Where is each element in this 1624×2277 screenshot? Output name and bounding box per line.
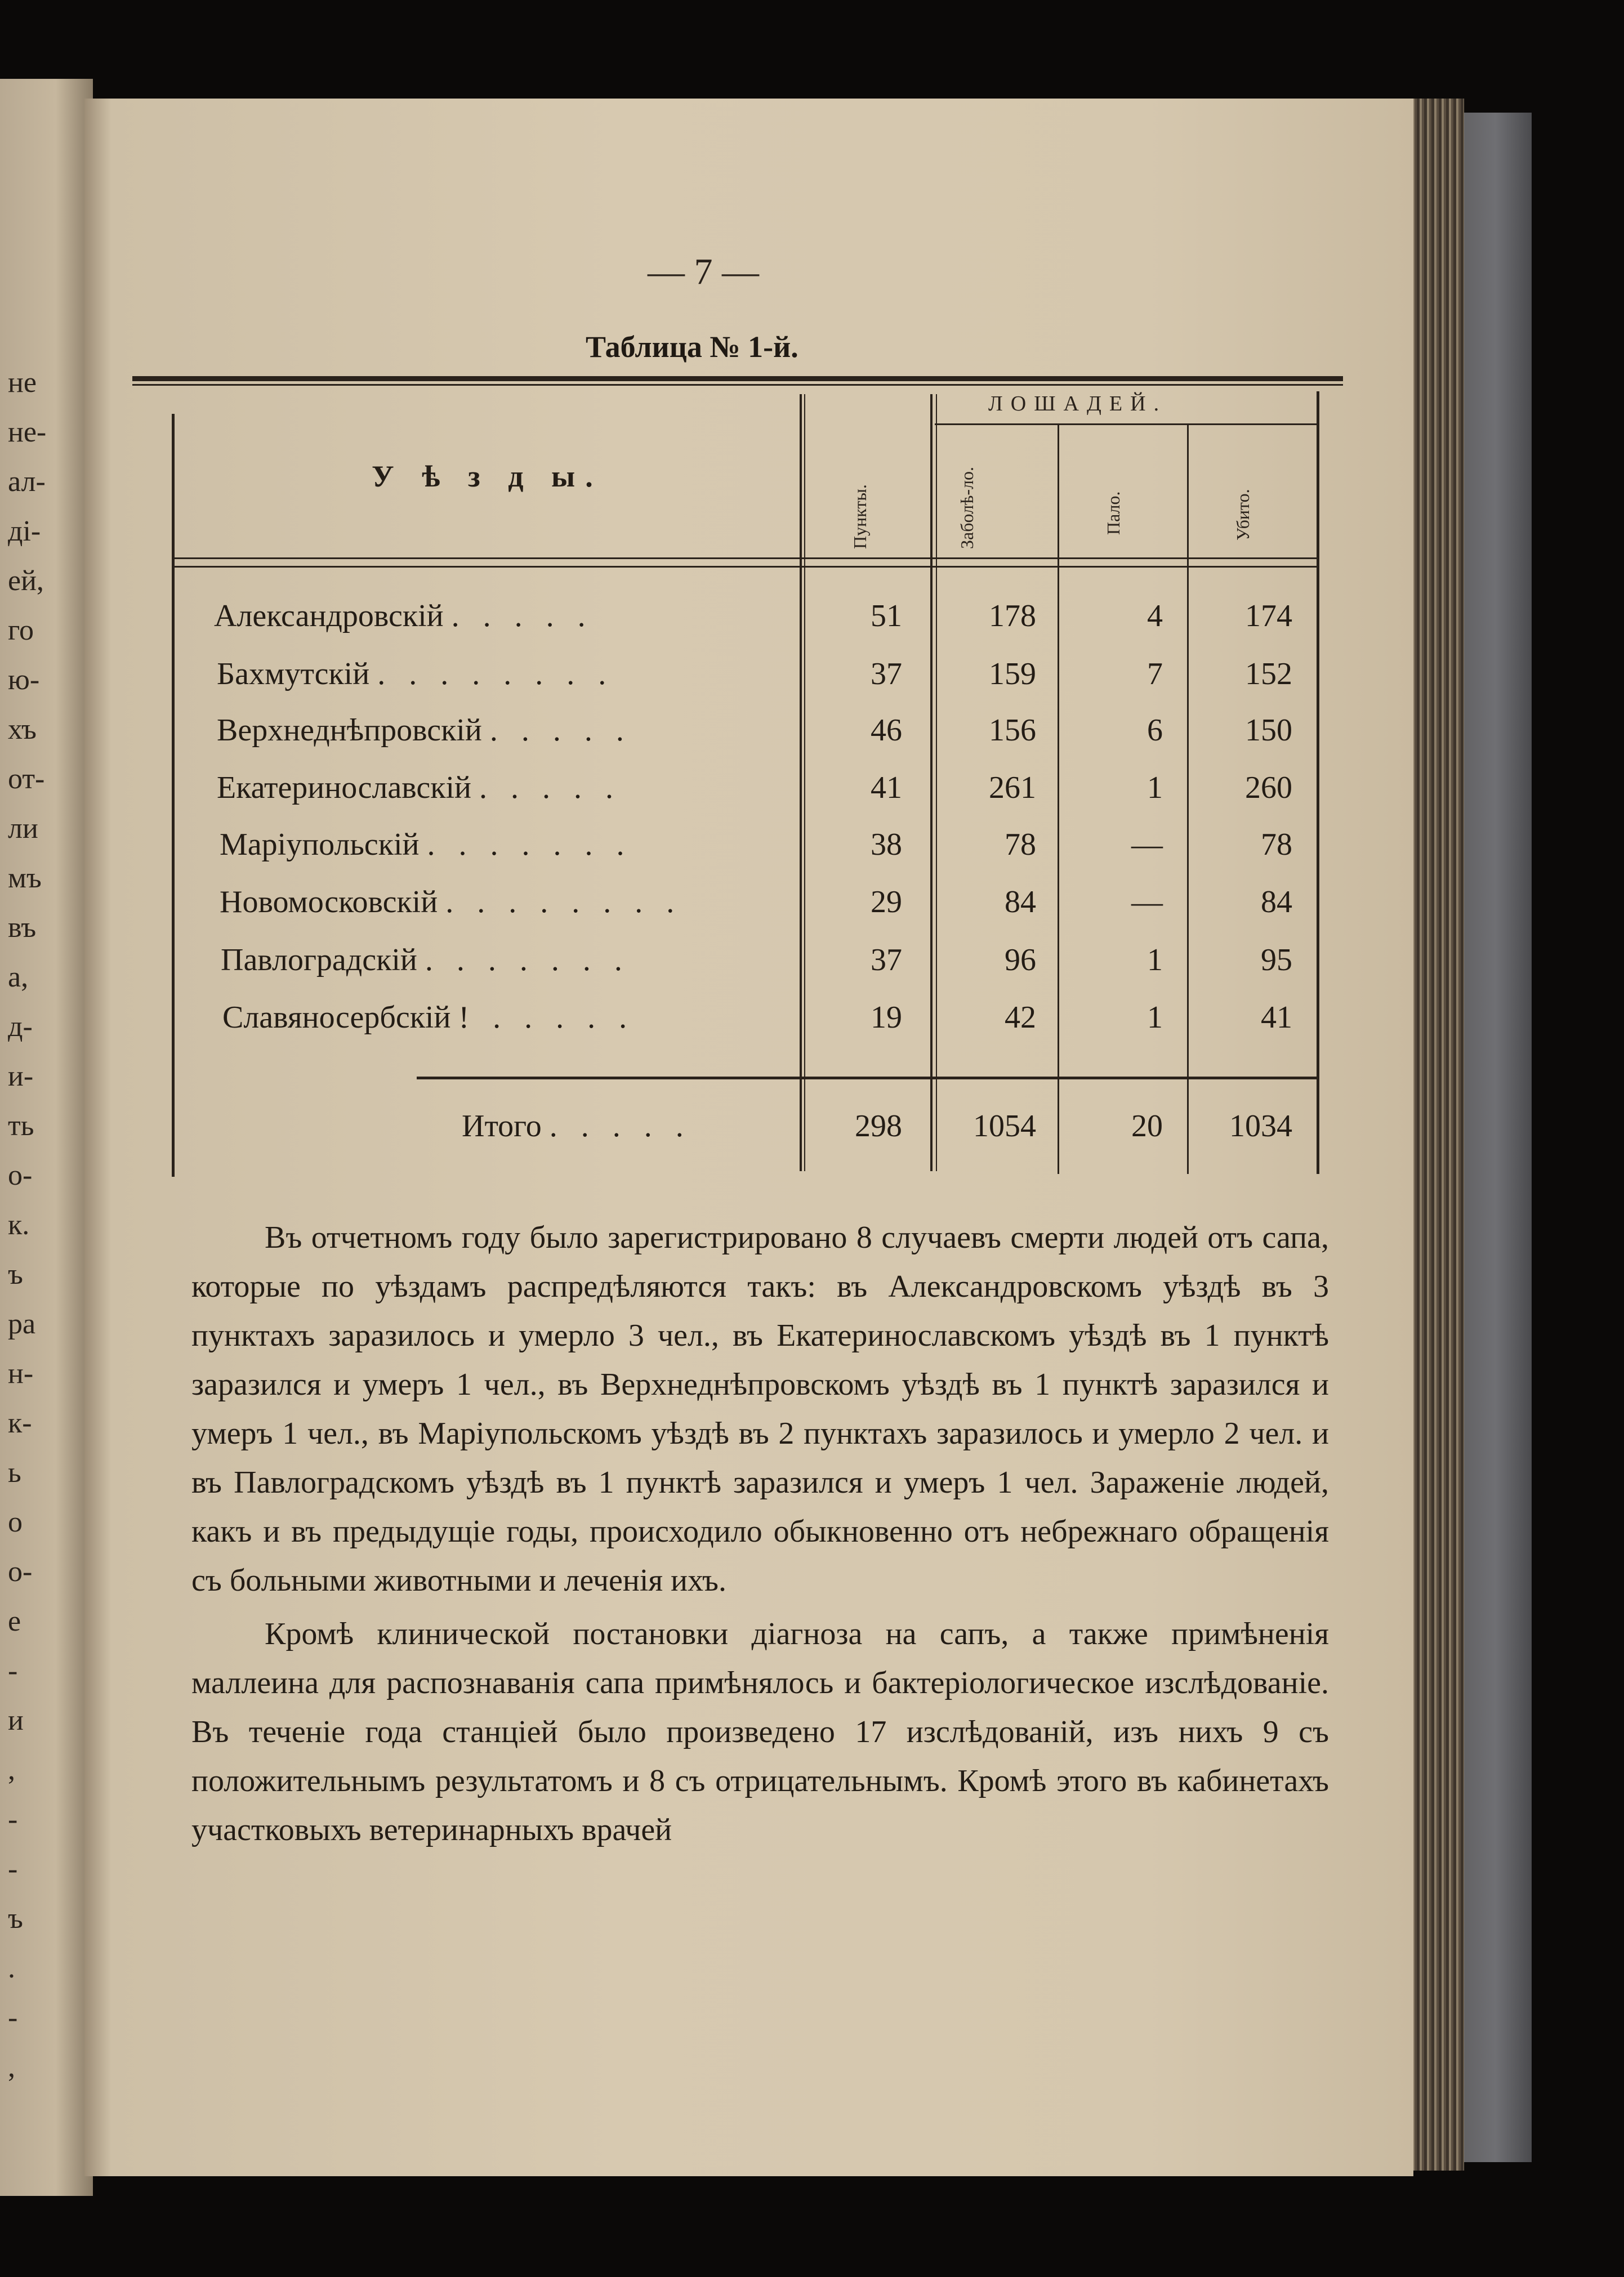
left-page-line-fragment: хъ bbox=[8, 713, 37, 745]
left-page-line-fragment: к- bbox=[8, 1407, 32, 1439]
page-number: — 7 — bbox=[648, 251, 759, 292]
district-label: Павлоградскій bbox=[221, 943, 417, 977]
left-page-line-fragment: о- bbox=[8, 1556, 33, 1588]
paragraph: Кромѣ клинической постановки діагноза на сапъ, а также примѣненія маллеина для распознаванія сапа примѣнялось и бактеріологическое изслѣдованіе. Въ теченіе года станціей было произведено 17 изслѣдованій, изъ нихъ 9 съ положительнымъ результатомъ и 8 съ отрицательнымъ. Кромѣ этого въ кабинетахъ участковыхъ ветеринарныхъ врачей bbox=[191, 1617, 1329, 1847]
column-divider bbox=[936, 394, 937, 1171]
cell-killed: 174 bbox=[1245, 599, 1292, 633]
left-page-line-fragment: - bbox=[8, 1853, 18, 1885]
district-name bbox=[221, 942, 630, 978]
cell-points: 41 bbox=[871, 770, 902, 805]
left-page-line-fragment: , bbox=[8, 1754, 15, 1786]
table-top-rule-thin bbox=[132, 384, 1343, 386]
left-page-line-fragment: о- bbox=[8, 1159, 33, 1191]
leader-dots: . . . . . . . . bbox=[377, 657, 614, 691]
left-page-line-fragment: ь bbox=[8, 1457, 21, 1489]
cell-died: 20 bbox=[1131, 1109, 1163, 1144]
cell-killed: 41 bbox=[1261, 1000, 1292, 1035]
district-label: Бахмутскій bbox=[217, 657, 370, 691]
cell-killed: 78 bbox=[1261, 827, 1292, 862]
district-label: Маріупольскій bbox=[220, 827, 420, 862]
left-page-line-fragment: - bbox=[8, 2002, 18, 2034]
left-page-line-fragment: не- bbox=[8, 416, 47, 448]
cell-points: 38 bbox=[871, 827, 902, 862]
district-name bbox=[220, 827, 632, 863]
left-page-line-fragment: ли bbox=[8, 812, 38, 845]
leader-dots: . . . . . bbox=[549, 1109, 691, 1144]
cell-ill: 96 bbox=[1005, 943, 1036, 977]
leader-dots: . . . . . bbox=[479, 770, 621, 805]
district-label: Александровскій bbox=[214, 599, 444, 633]
left-page-line-fragment: д- bbox=[8, 1011, 33, 1043]
left-page-line-fragment: ть bbox=[8, 1110, 34, 1142]
cell-killed: 95 bbox=[1261, 943, 1292, 977]
left-page-line-fragment: ъ bbox=[8, 1903, 23, 1935]
left-page-line-fragment: ю- bbox=[8, 664, 40, 696]
cell-died: 4 bbox=[1147, 599, 1163, 633]
district-label: Славяносербскій bbox=[222, 1000, 451, 1035]
left-page-line-fragment: го bbox=[8, 614, 34, 646]
total-label bbox=[462, 1108, 691, 1144]
left-page-line-fragment: въ bbox=[8, 912, 37, 944]
left-page-line-fragment: н- bbox=[8, 1358, 34, 1390]
column-divider bbox=[800, 394, 802, 1171]
cell-died: 7 bbox=[1147, 657, 1163, 691]
left-page-line-fragment: к. bbox=[8, 1209, 30, 1241]
cell-killed: 260 bbox=[1245, 770, 1292, 805]
cell-ill: 159 bbox=[989, 657, 1036, 691]
left-page-line-fragment: ал- bbox=[8, 466, 46, 498]
left-page-line-fragment: и- bbox=[8, 1060, 34, 1092]
paragraph: Въ отчетномъ году было зарегистрировано 8 случаевъ смерти людей отъ сапа, которые по уѣздамъ распредѣляются такъ: въ Александровскомъ уѣздѣ въ 3 пунктахъ заразилось и умерло 3 чел., въ Екатеринославскомъ уѣздѣ въ 1 пунктѣ заразился и умеръ 1 чел., въ Верхнеднѣпровскомъ уѣздѣ въ 1 пунктѣ заразился и умеръ 1 чел., въ Маріупольскомъ уѣздѣ въ 2 пунктахъ заразилось и умерло 2 чел. и въ Павлоградскомъ уѣздѣ въ 1 пунктѣ заразился и умеръ 1 чел. Зараженіе людей, какъ и въ предыдущіе годы, происходило обыкновенно отъ небрежнаго обращенія съ больными животными и леченія ихъ. bbox=[191, 1220, 1329, 1598]
cell-ill: 156 bbox=[989, 713, 1036, 748]
header-bottom-rule bbox=[172, 557, 1318, 559]
column-divider bbox=[1187, 425, 1189, 1174]
left-page-line-fragment: от- bbox=[8, 763, 45, 795]
cell-died: 1 bbox=[1147, 943, 1163, 977]
cell-points: 19 bbox=[871, 1000, 902, 1035]
cell-points: 37 bbox=[871, 943, 902, 977]
column-header-uezd: У ѣ з д ы. bbox=[372, 459, 603, 493]
column-divider bbox=[804, 394, 805, 1171]
column-divider bbox=[1058, 425, 1059, 1174]
cell-points: 51 bbox=[871, 599, 902, 633]
left-page-line-fragment: не bbox=[8, 367, 37, 399]
cell-killed: 84 bbox=[1261, 885, 1292, 919]
left-page-line-fragment: а, bbox=[8, 961, 29, 993]
cell-died: 1 bbox=[1147, 1000, 1163, 1035]
cell-ill: 84 bbox=[1005, 885, 1036, 919]
leader-dots: . . . . . bbox=[451, 599, 594, 633]
cell-ill: 178 bbox=[989, 599, 1036, 633]
left-page-line-fragment: ді- bbox=[8, 515, 41, 547]
cell-ill: 78 bbox=[1005, 827, 1036, 862]
cell-killed: 1034 bbox=[1229, 1109, 1292, 1144]
column-header-ill: Заболѣ-ло. bbox=[957, 466, 977, 549]
column-header-died: Пало. bbox=[1103, 491, 1123, 535]
left-page-line-fragment: - bbox=[8, 1803, 18, 1836]
left-page-line-fragment: ей, bbox=[8, 565, 44, 597]
cell-died: 6 bbox=[1147, 713, 1163, 748]
leader-dots: . . . . . . . . bbox=[445, 885, 682, 919]
cell-died: 1 bbox=[1147, 770, 1163, 805]
left-page-line-fragment: ъ bbox=[8, 1258, 23, 1291]
cell-ill: 1054 bbox=[973, 1109, 1036, 1144]
column-divider bbox=[930, 394, 933, 1171]
group-header-rule bbox=[935, 423, 1318, 425]
district-name bbox=[217, 770, 621, 806]
district-label: Итого bbox=[462, 1109, 542, 1144]
left-page-line-fragment: . bbox=[8, 1952, 15, 1984]
cell-points: 46 bbox=[871, 713, 902, 748]
cell-killed: 152 bbox=[1245, 657, 1292, 691]
district-name bbox=[217, 712, 632, 748]
left-page-line-fragment: мъ bbox=[8, 862, 42, 894]
previous-page-fragment bbox=[0, 79, 93, 2196]
cell-ill: 42 bbox=[1005, 1000, 1036, 1035]
district-label: Новомосковскій bbox=[220, 885, 438, 919]
district-name bbox=[222, 999, 635, 1035]
leader-dots: . . . . . . . bbox=[425, 943, 630, 977]
header-bottom-rule bbox=[172, 566, 1318, 568]
district-label: Верхнеднѣпровскій bbox=[217, 713, 482, 748]
left-page-line-fragment: - bbox=[8, 1655, 18, 1687]
cell-points: 37 bbox=[871, 657, 902, 691]
group-header-horses: ЛОШАДЕЙ. bbox=[988, 392, 1167, 416]
left-page-line-fragment: и bbox=[8, 1704, 24, 1736]
body-text bbox=[191, 1213, 1329, 1855]
district-name bbox=[220, 884, 682, 920]
column-header-killed: Убито. bbox=[1233, 489, 1253, 541]
cell-points: 298 bbox=[855, 1109, 902, 1144]
left-page-line-fragment: е bbox=[8, 1605, 21, 1637]
leader-dots: ! . . . . . bbox=[458, 1000, 635, 1035]
district-name bbox=[214, 598, 594, 634]
total-top-rule bbox=[417, 1077, 1318, 1079]
left-page-line-fragment: ра bbox=[8, 1308, 36, 1340]
column-header-points: Пункты. bbox=[850, 484, 870, 549]
cell-died: — bbox=[1131, 827, 1163, 862]
table-right-border bbox=[1317, 391, 1319, 1174]
left-page-line-fragment: , bbox=[8, 2051, 15, 2083]
cell-ill: 261 bbox=[989, 770, 1036, 805]
left-page-line-fragment: о bbox=[8, 1506, 23, 1538]
leader-dots: . . . . . bbox=[489, 713, 632, 748]
table-title: Таблица № 1-й. bbox=[586, 330, 798, 364]
table-top-rule bbox=[132, 376, 1343, 381]
leader-dots: . . . . . . . bbox=[427, 827, 632, 862]
district-label: Екатеринославскій bbox=[217, 770, 471, 805]
table-left-border bbox=[172, 414, 175, 1177]
cell-killed: 150 bbox=[1245, 713, 1292, 748]
cell-died: — bbox=[1131, 885, 1163, 919]
cell-points: 29 bbox=[871, 885, 902, 919]
district-name bbox=[217, 656, 614, 692]
